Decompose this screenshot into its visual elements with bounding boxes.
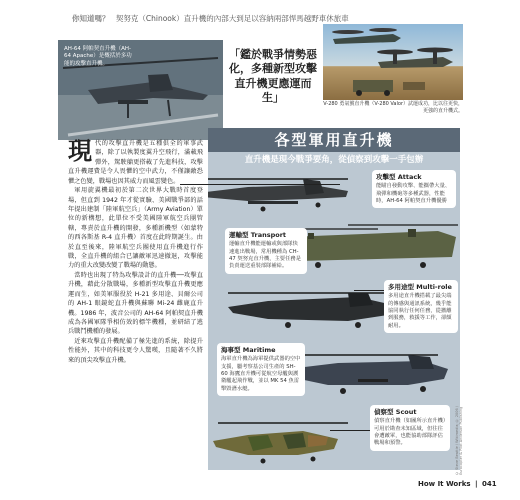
role-desc-maritime: 海軍直升機為海軍提供武器的空中支援，屬考察基公司生產的 SH-60 海鷹直升機可從航空母艦與護衛艦起飛作戰，並以 MK 54 魚雷擊毀潛水艇。 [221, 356, 301, 392]
leader-line [330, 430, 370, 431]
footer-separator: | [474, 480, 478, 488]
role-box-multi-role [384, 280, 458, 333]
article-paragraph: 代的攻擊直升機是五種俱全的軍事武器，除了以執製度翼升空飛行，滿載飛彈外，駕駛艙更搭載了先進科技，攻擊直升機運費是令人畏懼的空中武力，不僅讓敵恐懼之色變，戰場也因其威力而風雲變色。 [68, 140, 203, 185]
role-box-scout [370, 405, 450, 451]
role-title-transport: 運輸型 Transport [229, 231, 287, 239]
leader-line [354, 290, 384, 291]
role-title-attack: 攻擊型 Attack [376, 173, 422, 181]
v280-aircraft-illustration [323, 24, 463, 100]
did-you-know-label: 你知道嗎？ [72, 14, 110, 23]
panel-subtitle: 直升機是現今戰爭要角，從偵察到攻擊一手包辦 [244, 155, 424, 165]
article-paragraph: 軍用旋翼機最初於第二次世界大戰時首度登場，但直到 1942 年才從實驗、美國戰爭部的話年提出建制「陸軍航空兵」（Army Aviation）單位的新構想，此單位不受美國陸軍航空兵團管轄，專責於直升機的開發，多種新機型（如蒙特的西各斯基 R-4 直升機）首度在此時期誕生。由於直至後來，陸軍航空兵團使用直升機進行作戰，全直升機的組合已讓敵軍迅速撤退，攻擊能力的重大改變改變了戰場的動態。 [68, 187, 203, 270]
apache-photo [58, 40, 223, 140]
role-box-maritime [217, 343, 305, 396]
scout-helicopter-icon [213, 423, 348, 464]
drop-cap: 現 [68, 137, 92, 165]
role-box-attack [372, 170, 456, 208]
role-box-transport [225, 228, 307, 274]
role-title-multi-role: 多用途型 Multi-role [388, 283, 452, 291]
article-paragraph: 近來攻擊直升機配備了極先進的系統，除提升性能外，其中的科技更令人驚嘆，且隨著不久將來的頂尖攻擊直升機。 [68, 337, 203, 364]
role-desc-transport: 運輸直升機能運輸或與部隊快速進出戰場，常用機種為 CH-47 契努克直升機，主要任務是負責運送重裝部隊補給。 [229, 241, 301, 270]
role-desc-multi-role: 多用途直升機搭載了最尖端的傳感與通訊系統，幾乎能協同執行任何任務，從撤離到服務，救援等工作，卻頗耐用。 [388, 293, 452, 329]
role-title-scout: 偵察型 Scout [374, 408, 417, 416]
leader-line [180, 184, 340, 185]
v280-photo [323, 24, 463, 100]
photo-credit: © Steve Beattie / Wikimedia; © 2006 / Eurocopter & Pilot Anderson Publishing [455, 405, 463, 475]
pull-quote: 「鑑於戰爭情勢惡化，多種新型攻擊直升機更應運而生」 [229, 48, 317, 104]
role-desc-attack: 能瞄自發動攻擊、能攜帶大量、飛彈和機砲等多種武器，性能時，AH-64 阿帕契直升機優勝 [376, 183, 451, 204]
page-footer [418, 480, 497, 488]
did-you-know-text: 契努克（Chinook）直升機的內部大到足以容納兩部悍馬越野車休旅車 [115, 14, 349, 23]
article-body [68, 139, 203, 365]
magazine-name: How It Works [418, 480, 471, 488]
panel-title: 各型軍用直升機 [208, 128, 460, 152]
apache-photo-caption: AH-64 阿帕契直升機（AH-64 Apache）是概括於多功能的攻擊直升機。 [64, 46, 132, 67]
role-title-maritime: 海事型 Maritime [221, 346, 276, 354]
v280-photo-caption: V-280 勇氣號直升機（V-280 Valor）試運成功，比以往更快，更強的直升機式。 [323, 101, 463, 114]
multi-role-helicopter-icon [228, 293, 393, 328]
page-number: 041 [481, 480, 497, 488]
role-desc-scout: 偵察直升機（如圖所示直升機）可用於勘查未知區域，但往往會遭敵軍，也能協助部隊評估戰場和預警。 [374, 418, 446, 447]
article-paragraph: 當時也出現了特為攻擊設計的直升機──攻擊直升機，藉此分散戰場，多種新型攻擊直升機更應運而生，如美軍服役於 H-21 多用途、貝爾公司的 AH-1 眼鏡蛇直升機與蘇聯 Mi-24 雌鹿直升機。1986 年，波音公司的 AH-64 阿帕契直升機成為各國軍隊爭相仿效的標竿機種，並研結了逃兵戰鬥機種的發展。 [68, 271, 203, 336]
